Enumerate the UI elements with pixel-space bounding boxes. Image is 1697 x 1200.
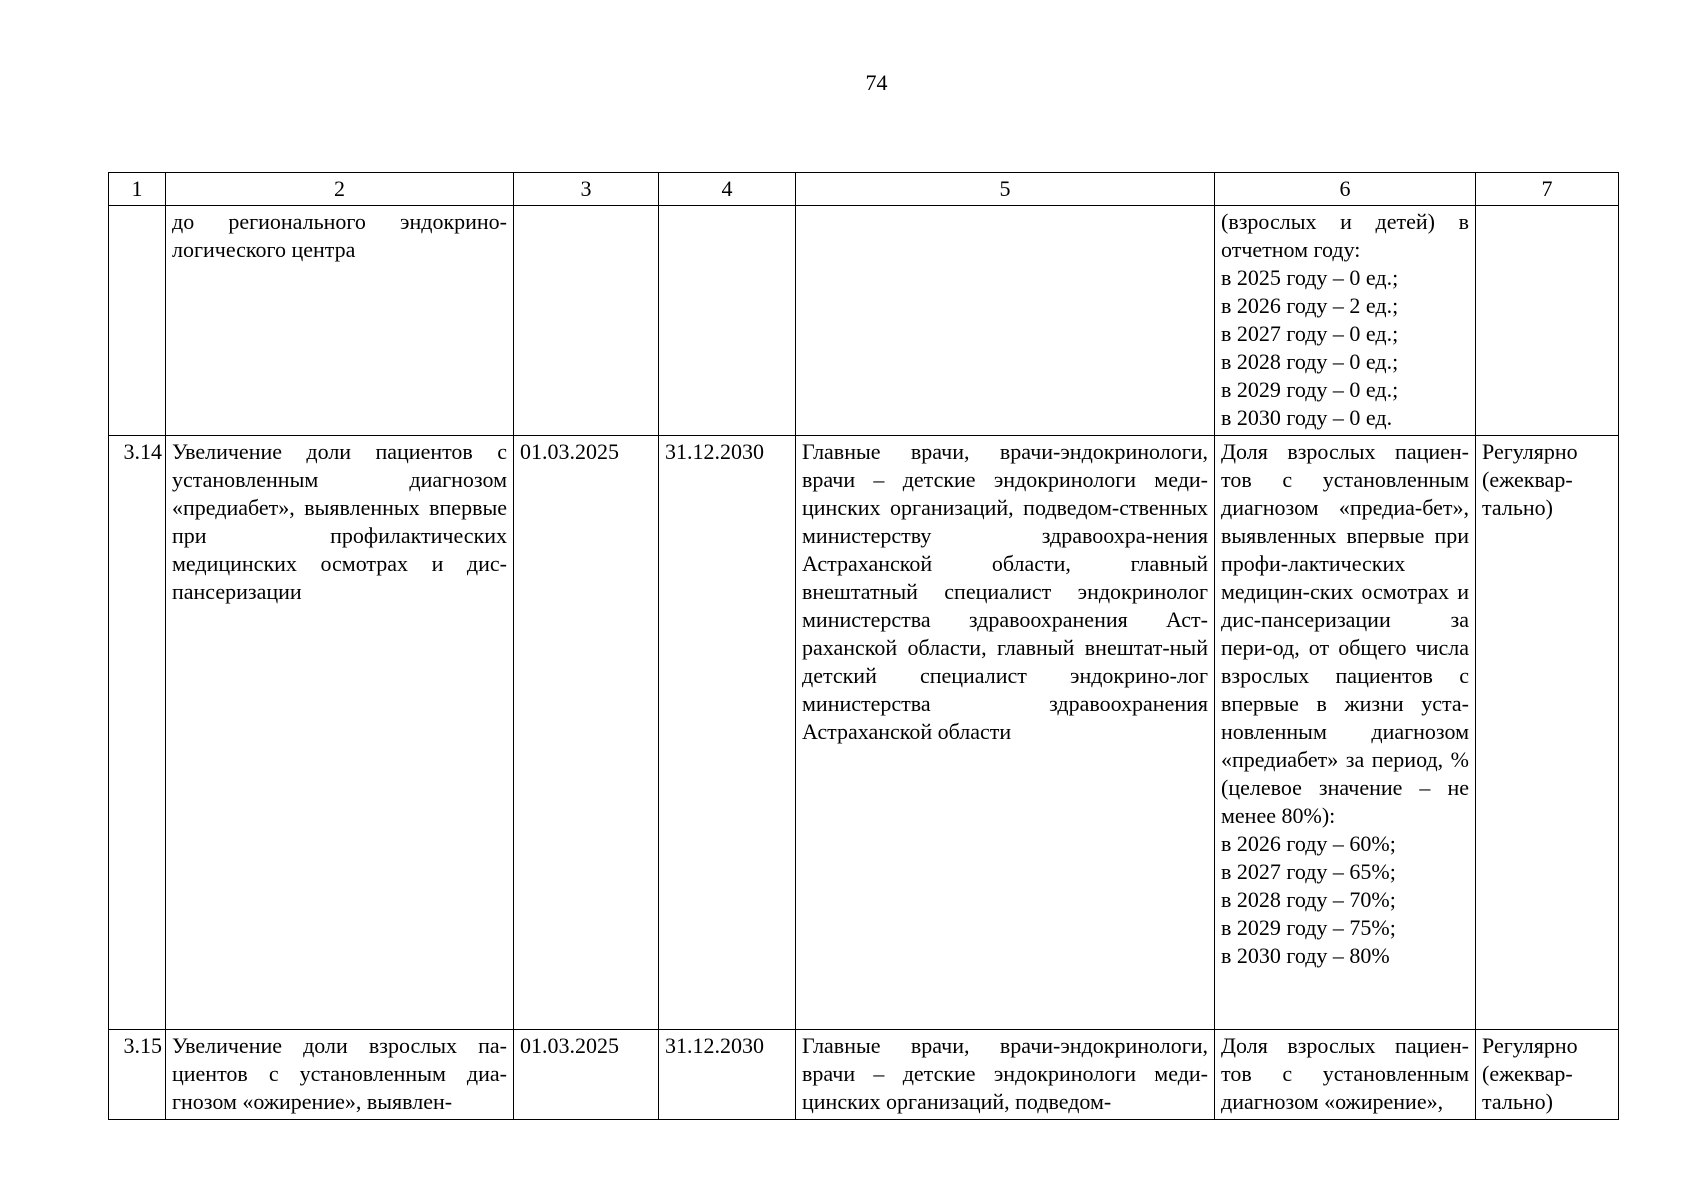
indicator xyxy=(1215,206,1476,436)
col-header-5: 5 xyxy=(796,173,1215,206)
page-number: 74 xyxy=(865,70,888,95)
indicator-value: в 2026 году – 2 ед.; xyxy=(1221,293,1399,318)
indicator xyxy=(1215,436,1476,1030)
col-header-7: 7 xyxy=(1476,173,1619,206)
indicator-text: Доля взрослых пациен-тов с установленным диагнозом «предиа-бет», выявленных впервые при профи-лактических медицин-ских осмотрах и дис-пансеризации за пери-од, от общего числа взрослых пациентов с впервые в жизни уста-новленным диагнозом «предиабет» за период, % (целевое значение – не менее 80%): xyxy=(1221,439,1469,828)
row-number xyxy=(109,206,166,436)
start-date: 01.03.2025 xyxy=(514,436,659,1030)
row-number: 3.14 xyxy=(109,436,166,1030)
responsible xyxy=(796,206,1215,436)
start-date xyxy=(514,206,659,436)
measure-name: до регионального эндокрино-логического центра xyxy=(166,206,514,436)
header-row xyxy=(109,173,1619,206)
measure-name: Увеличение доли взрослых па-циентов с установленным диа-гнозом «ожирение», выявлен- xyxy=(166,1030,514,1120)
col-header-6: 6 xyxy=(1215,173,1476,206)
table-row xyxy=(109,206,1619,436)
indicator xyxy=(1215,1030,1476,1120)
indicator-value: в 2028 году – 0 ед.; xyxy=(1221,349,1399,374)
col-header-1: 1 xyxy=(109,173,166,206)
col-header-2: 2 xyxy=(166,173,514,206)
table-row xyxy=(109,436,1619,1030)
indicator-text: (взрослых и детей) в отчетном году: xyxy=(1221,209,1469,262)
indicator-value: в 2029 году – 75%; xyxy=(1221,915,1396,940)
end-date: 31.12.2030 xyxy=(659,436,796,1030)
row-number: 3.15 xyxy=(109,1030,166,1120)
responsible: Главные врачи, врачи-эндокринологи, врачи – детские эндокринологи меди-цинских организаций, подведом-ственных министерству здравоохра-нения Астраханской области, главный внештатный специалист эндокринолог министерства здравоохранения Аст-раханской области, главный внештат-ный детский специалист эндокрино-лог министерства здравоохранения Астраханской области xyxy=(796,436,1215,1030)
indicator-value: в 2027 году – 65%; xyxy=(1221,859,1396,884)
indicator-value: в 2026 году – 60%; xyxy=(1221,831,1396,856)
measure-name: Увеличение доли пациентов с установленным диагнозом «предиабет», выявленных впервые при профилактических медицинских осмотрах и дис-пансеризации xyxy=(166,436,514,1030)
indicator-value: в 2030 году – 0 ед. xyxy=(1221,405,1393,430)
plan-table xyxy=(108,172,1619,1120)
indicator-text: Доля взрослых пациен-тов с установленным диагнозом «ожирение», xyxy=(1221,1033,1469,1114)
responsible: Главные врачи, врачи-эндокринологи, врачи – детские эндокринологи меди-цинских организаций, подведом- xyxy=(796,1030,1215,1120)
col-header-4: 4 xyxy=(659,173,796,206)
col-header-3: 3 xyxy=(514,173,659,206)
indicator-value: в 2027 году – 0 ед.; xyxy=(1221,321,1399,346)
frequency: Регулярно (ежеквар-тально) xyxy=(1476,1030,1619,1120)
frequency xyxy=(1476,206,1619,436)
end-date xyxy=(659,206,796,436)
frequency: Регулярно (ежеквар-тально) xyxy=(1476,436,1619,1030)
indicator-value: в 2028 году – 70%; xyxy=(1221,887,1396,912)
start-date: 01.03.2025 xyxy=(514,1030,659,1120)
end-date: 31.12.2030 xyxy=(659,1030,796,1120)
table-row xyxy=(109,1030,1619,1120)
indicator-value: в 2029 году – 0 ед.; xyxy=(1221,377,1399,402)
indicator-value: в 2025 году – 0 ед.; xyxy=(1221,265,1399,290)
indicator-value: в 2030 году – 80% xyxy=(1221,943,1390,968)
